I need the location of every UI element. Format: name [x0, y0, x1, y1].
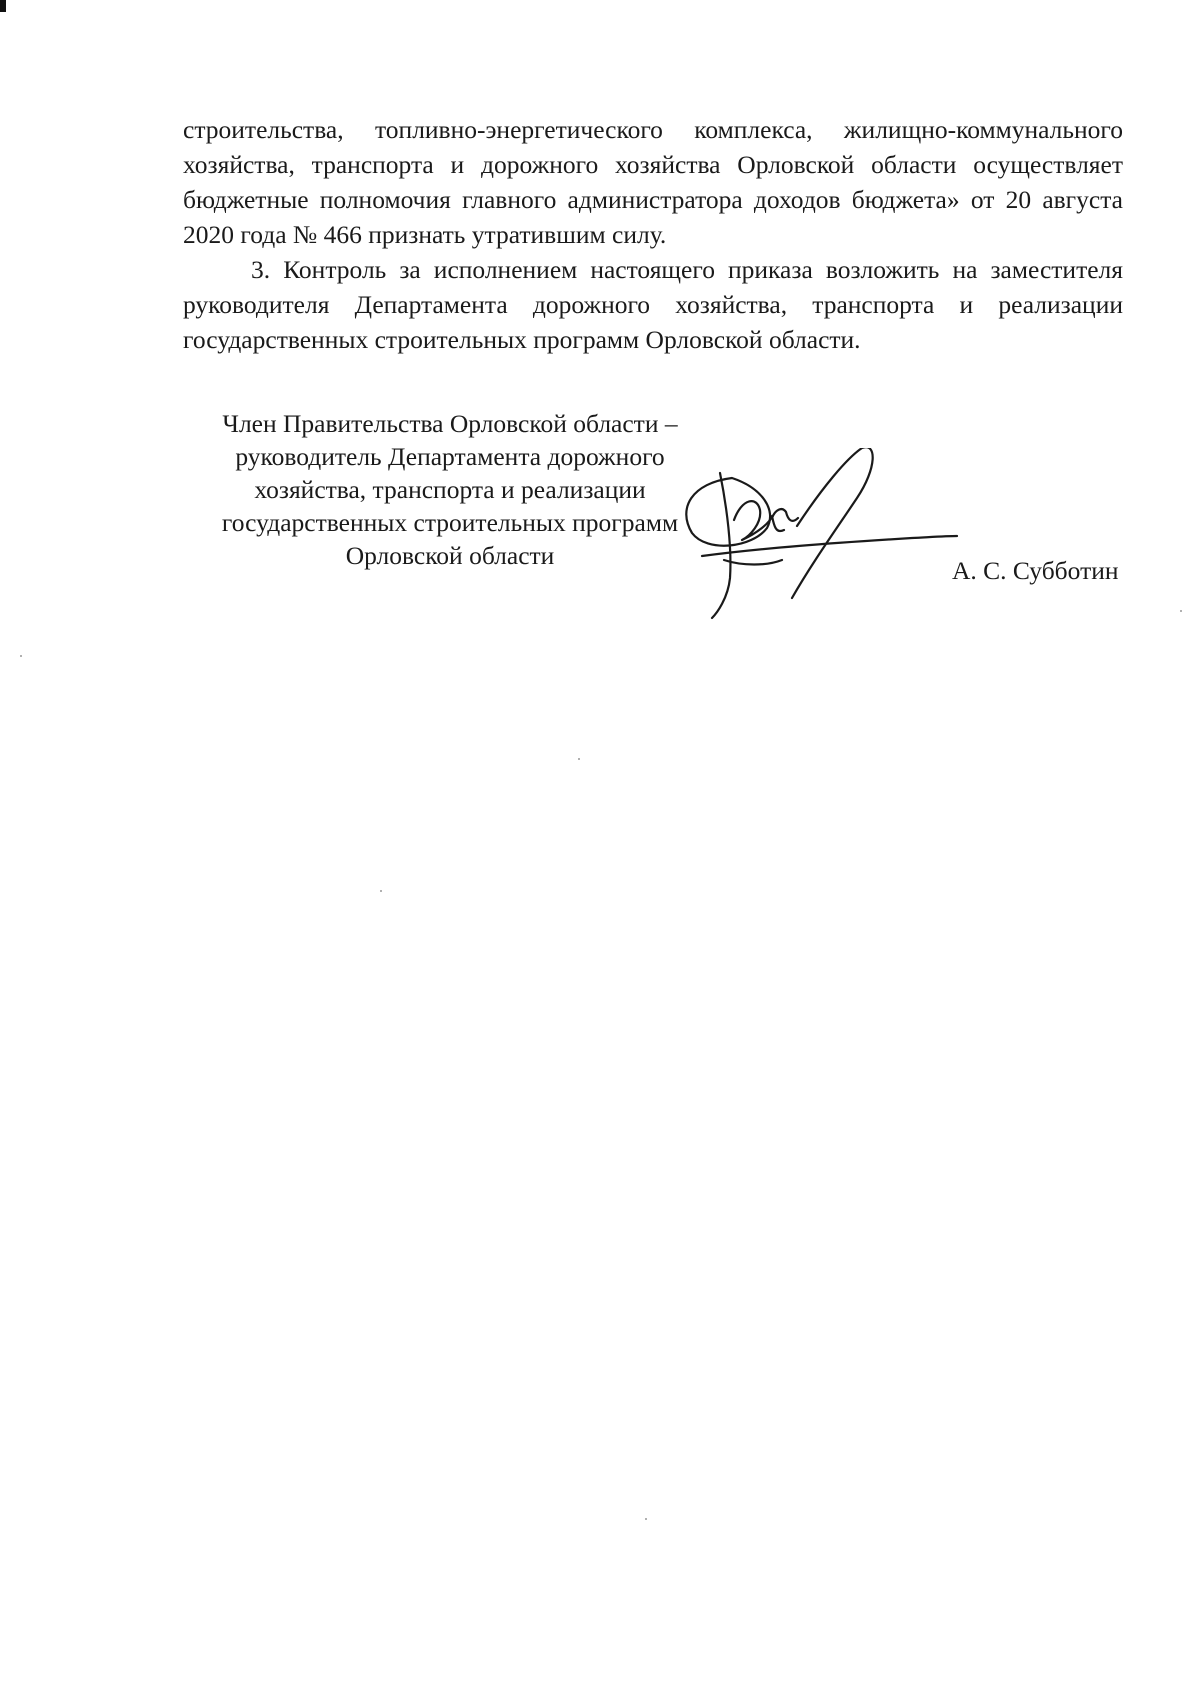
scan-corner-mark [0, 0, 6, 12]
paragraph-item-3: 3. Контроль за исполнением настоящего приказа возложить на заместителя руководителя Департамента дорожного хозяйства, транспорта и реализации государственных строительных программ Орловской области. [183, 255, 1123, 354]
paragraph-continuation: строительства, топливно-энергетического комплекса, жилищно-коммунального хозяйства, транспорта и дорожного хозяйства Орловской области осуществляет бюджетные полномочия главного администратора доходов бюджета» от 20 августа 2020 года № 466 признать утратившим силу. [183, 115, 1123, 249]
scan-speck [1180, 610, 1182, 612]
scan-speck [578, 758, 580, 760]
signatory-title-line-3: хозяйства, транспорта и реализации [254, 475, 646, 504]
signatory-title-line-2: руководитель Департамента дорожного [235, 442, 665, 471]
scan-speck [380, 890, 382, 892]
signatory-title-line-5: Орловской области [345, 541, 555, 570]
signer-name: А. С. Субботин [952, 556, 1119, 585]
signatory-title-line-1: Член Правительства Орловской области – [222, 409, 678, 438]
scan-speck [645, 1518, 647, 1520]
handwritten-signature [672, 448, 962, 628]
signatory-title-block [170, 407, 730, 572]
scan-speck [20, 655, 22, 657]
signatory-title-line-4: государственных строительных программ [221, 508, 679, 537]
document-body [183, 112, 1123, 357]
